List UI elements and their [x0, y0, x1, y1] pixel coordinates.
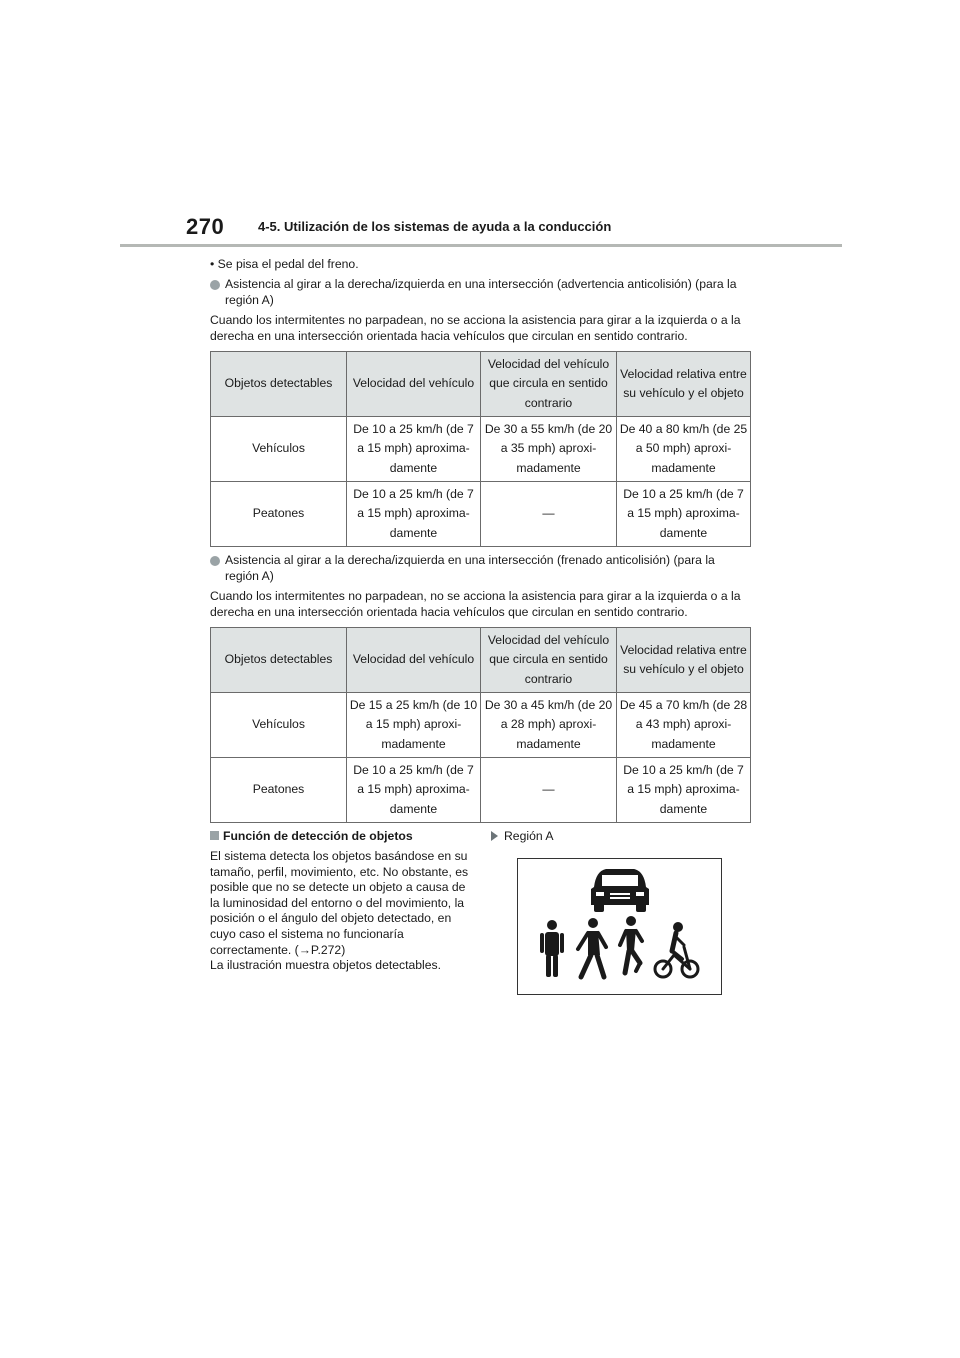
region-label [491, 829, 553, 843]
table-header-cell: Velocidad del vehículo que circula en sentido contrario [481, 628, 617, 693]
circle-item-1 [210, 277, 750, 308]
table-header-row [211, 352, 751, 417]
header-divider [120, 244, 842, 247]
table-header-cell: Velocidad relativa entre su vehículo y el objeto [617, 352, 751, 417]
circle-item-2 [210, 553, 750, 584]
detection-heading [210, 829, 413, 843]
pedestrian-running-icon [620, 916, 642, 973]
table-cell: De 10 a 25 km/h (de 7 a 15 mph) aproxima-damente [617, 482, 751, 547]
table-cell: De 10 a 25 km/h (de 7 a 15 mph) aproxima-damente [347, 482, 481, 547]
circle-item-text: Asistencia al girar a la derecha/izquierda en una intersección (advertencia anticolisión) (para la región A) [225, 277, 737, 307]
table-cell: — [481, 758, 617, 823]
table-cell: De 15 a 25 km/h (de 10 a 15 mph) aproxi-madamente [347, 693, 481, 758]
table-header-cell: Objetos detectables [211, 628, 347, 693]
circle-item-text: Asistencia al girar a la derecha/izquierda en una intersección (frenado anticolisión) (para la región A) [225, 553, 715, 583]
speed-table-1 [210, 351, 751, 547]
detection-heading-text: Función de detección de objetos [223, 829, 413, 843]
triangle-bullet-icon [491, 831, 498, 841]
square-bullet-icon [210, 831, 219, 840]
section-title: 4-5. Utilización de los sistemas de ayuda a la conducción [258, 219, 612, 234]
table-cell: Peatones [211, 482, 347, 547]
table-header-cell: Velocidad del vehículo [347, 628, 481, 693]
pedestrian-walking-icon [578, 918, 606, 977]
table-cell: — [481, 482, 617, 547]
pedestrian-standing-icon [540, 920, 564, 977]
table-header-row [211, 628, 751, 693]
table-cell: De 40 a 80 km/h (de 25 a 50 mph) aproxi-madamente [617, 417, 751, 482]
region-label-text: Región A [504, 829, 554, 843]
table-header-cell: Velocidad del vehículo [347, 352, 481, 417]
circle-bullet-icon [210, 280, 220, 290]
table-cell: De 45 a 70 km/h (de 28 a 43 mph) aproxi-madamente [617, 693, 751, 758]
intro-bullet: • Se pisa el pedal del freno. [210, 257, 359, 271]
table-row [211, 482, 751, 547]
table-row [211, 758, 751, 823]
detection-body-text-2: La ilustración muestra objetos detectables. [210, 958, 442, 973]
page-number: 270 [186, 214, 225, 239]
table-header-cell: Velocidad del vehículo que circula en sentido contrario [481, 352, 617, 417]
table-cell: De 10 a 25 km/h (de 7 a 15 mph) aproxima-damente [347, 758, 481, 823]
speed-table-2 [210, 627, 751, 823]
table-cell: Vehículos [211, 417, 347, 482]
cyclist-icon [655, 922, 698, 977]
detection-body [210, 849, 472, 974]
circle-bullet-icon [210, 556, 220, 566]
detectable-objects-illustration [517, 858, 722, 995]
table-header-cell: Velocidad relativa entre su vehículo y el objeto [617, 628, 751, 693]
paragraph-2: Cuando los intermitentes no parpadean, no se acciona la asistencia para girar a la izquierda o a la derecha en una intersección orientada hacia vehículos que circulan en sentido contrario. [210, 589, 741, 619]
paragraph-1: Cuando los intermitentes no parpadean, no se acciona la asistencia para girar a la izquierda o a la derecha en una intersección orientada hacia vehículos que circulan en sentido contrario. [210, 313, 741, 343]
table-cell: De 30 a 55 km/h (de 20 a 35 mph) aproxi-madamente [481, 417, 617, 482]
car-icon [591, 869, 649, 912]
table-row [211, 693, 751, 758]
table-cell: De 30 a 45 km/h (de 20 a 28 mph) aproxi-madamente [481, 693, 617, 758]
detection-body-text: El sistema detecta los objetos basándose en su tamaño, perfil, movimiento, etc. No obstante, es posible que no se detecte un objeto a causa de la luminosidad del entorno o del movimiento, la posición o el ángulo del objeto detectado, en cuyo caso el sistema no funcionaría correctamente. (→P.272) [210, 849, 469, 957]
table-cell: Peatones [211, 758, 347, 823]
table-header-cell: Objetos detectables [211, 352, 347, 417]
table-row [211, 417, 751, 482]
table-cell: Vehículos [211, 693, 347, 758]
table-cell: De 10 a 25 km/h (de 7 a 15 mph) aproxima-damente [347, 417, 481, 482]
table-cell: De 10 a 25 km/h (de 7 a 15 mph) aproxima-damente [617, 758, 751, 823]
